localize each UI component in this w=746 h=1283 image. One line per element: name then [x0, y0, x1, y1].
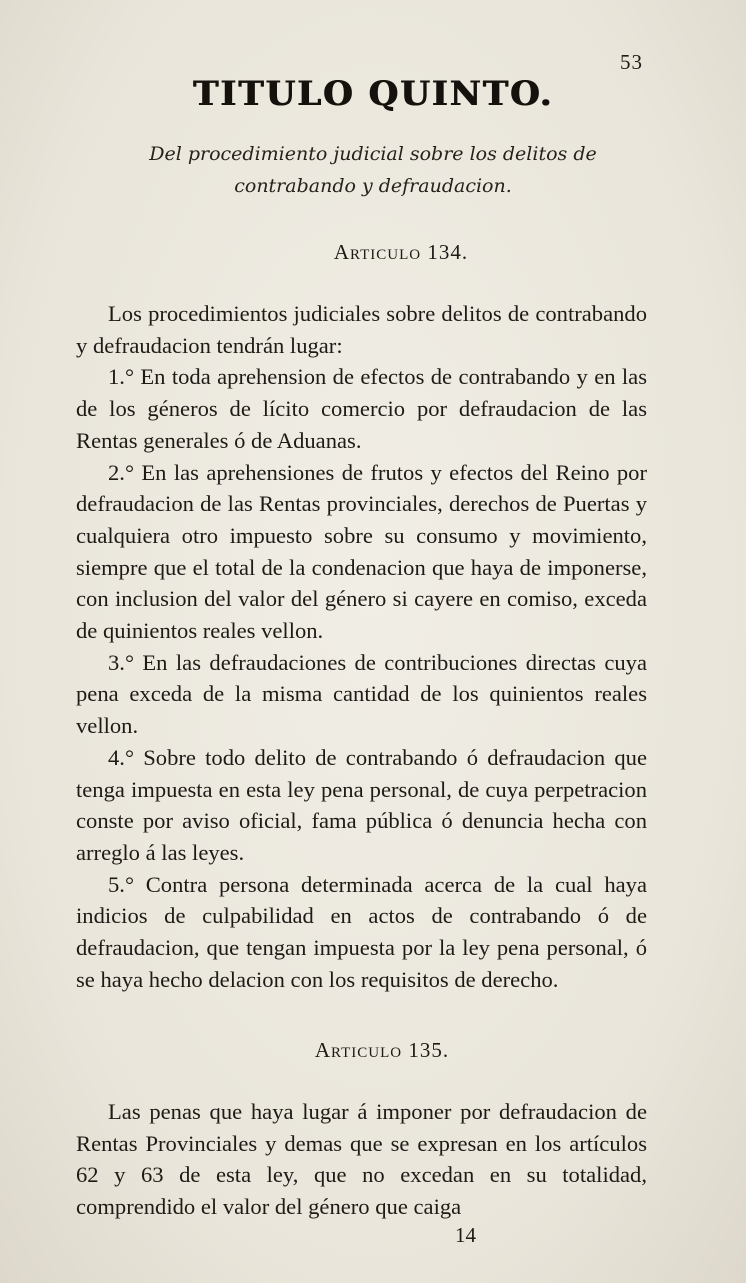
article-134-body	[76, 298, 647, 995]
paragraph: 4.° Sobre todo delito de contrabando ó defraudacion que tenga impuesta en esta ley pena personal, de cuya perpetracion conste por aviso oficial, fama pública ó denuncia hecha con arreglo á las leyes.	[76, 744, 647, 865]
page-number: 53	[620, 50, 643, 74]
signature-mark: 14	[455, 1223, 476, 1247]
chapter-subtitle: Del procedimiento judicial sobre los delitos de contrabando y defraudacion.	[149, 143, 597, 197]
article-135-heading: Articulo 135.	[314, 1038, 450, 1062]
paragraph: Las penas que haya lugar á imponer por defraudacion de Rentas Provinciales y demas que se expresan en los artículos 62 y 63 de esta ley, que no excedan en su totalidad, comprendido el valor del género que caiga	[76, 1099, 647, 1220]
paragraph: 5.° Contra persona determinada acerca de la cual haya indicios de culpabilidad en actos de contrabando ó de defraudacion, que tengan impuesta por la ley pena personal, ó se haya hecho delacion con los requisitos de derecho.	[76, 871, 647, 992]
paragraph: 2.° En las aprehensiones de frutos y efectos del Reino por defraudacion de las Rentas provinciales, derechos de Puertas y cualquiera otro impuesto sobre su consumo y movimiento, siempre que el total de la condenacion que haya de imponerse, con inclusion del valor del género si cayere en comiso, exceda de quinientos reales vellon.	[76, 459, 647, 644]
chapter-title: TITULO QUINTO.	[192, 74, 554, 114]
article-134-heading: Articulo 134.	[333, 240, 469, 264]
paragraph: 3.° En las defraudaciones de contribuciones directas cuya pena exceda de la misma cantidad de los quinientos reales vellon.	[76, 649, 647, 739]
article-135-body	[76, 1096, 647, 1223]
paragraph: 1.° En toda aprehension de efectos de contrabando y en las de los géneros de lícito comercio por defraudacion de las Rentas generales ó de Aduanas.	[76, 364, 647, 453]
paragraph: Los procedimientos judiciales sobre delitos de contrabando y defraudacion tendrán lugar:	[76, 301, 647, 358]
